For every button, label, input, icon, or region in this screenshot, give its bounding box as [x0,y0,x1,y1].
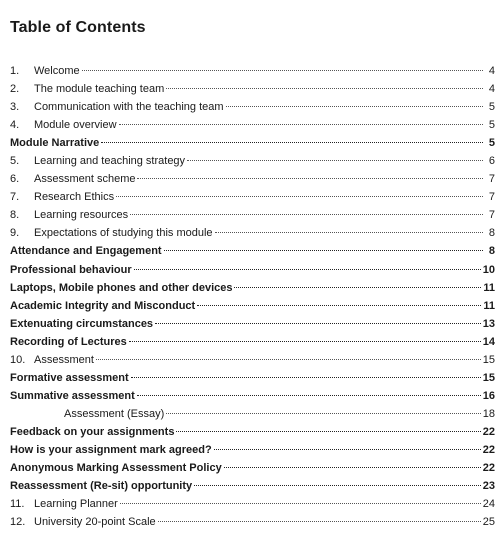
toc-entry[interactable] [10,188,495,206]
toc-entry[interactable] [10,495,495,513]
toc-entry-page-number: 15 [482,353,495,366]
toc-entry-label: Extenuating circumstances [10,317,154,330]
toc-entry-page-number: 25 [482,516,495,529]
toc-entry-page-number: 5 [488,137,495,150]
dot-leader [120,503,481,504]
dot-leader [96,359,481,360]
dot-leader [134,269,481,270]
toc-entry-label: Expectations of studying this module [34,227,213,240]
toc-entry-page-number: 7 [488,209,495,222]
toc-entry-label: Assessment [34,353,94,366]
dot-leader [116,196,483,197]
toc-entry[interactable] [10,513,495,531]
toc-entry-page-number: 4 [488,83,495,96]
toc-entry-number: 12. [10,516,26,529]
toc-entry-page-number: 8 [488,245,495,258]
toc-entry-label: Summative assessment [10,389,135,402]
toc-entry-label: Module Narrative [10,137,100,150]
toc-entry[interactable] [10,242,495,260]
toc-entry[interactable] [10,261,495,279]
dot-leader [176,431,480,432]
dot-leader [166,413,481,414]
toc-entry-page-number: 24 [482,498,495,511]
toc-entry[interactable] [10,405,495,423]
toc-entry-label: Laptops, Mobile phones and other devices [10,281,233,294]
toc-entry[interactable] [10,116,495,134]
toc-entry-number: 10. [10,353,26,366]
dot-leader [214,449,481,450]
dot-leader [194,485,481,486]
toc-entry-label: Assessment (Essay) [64,407,165,420]
dot-leader [166,88,483,89]
toc-entry-number: 7. [10,191,20,204]
toc-entry-number: 1. [10,65,20,77]
dot-leader [130,214,483,215]
toc-entry-number: 9. [10,227,20,240]
dot-leader [137,178,483,179]
toc-entry-label: Learning Planner [34,498,118,511]
toc-entry[interactable] [10,279,495,297]
toc-title: Table of Contents [10,19,146,36]
toc-entry[interactable] [10,62,495,80]
toc-entry-page-number: 11 [483,281,495,294]
toc-entry-page-number: 10 [482,263,495,276]
toc-entry[interactable] [10,152,495,170]
dot-leader [101,142,483,143]
dot-leader [82,70,483,71]
toc-entry-page-number: 18 [482,407,495,420]
toc-entry-label: Feedback on your assignments [10,425,175,438]
toc-entry[interactable] [10,477,495,495]
toc-entry-page-number: 7 [488,191,495,204]
toc-entry-page-number: 6 [488,155,495,168]
toc-entry[interactable] [10,315,495,333]
toc-entry-label: Reassessment (Re-sit) opportunity [10,480,193,493]
dot-leader [226,106,483,107]
toc-entry-page-number: 5 [488,119,495,132]
dot-leader [131,377,481,378]
toc-entry-label: Module overview [34,119,117,132]
dot-leader [137,395,481,396]
toc-entry-number: 6. [10,173,20,186]
toc-entry-label: Formative assessment [10,371,129,384]
toc-entry-number: 8. [10,209,20,222]
toc-entry-label: Learning resources [34,209,129,222]
toc-entry-label: University 20-point Scale [34,516,156,529]
toc-entry[interactable] [10,98,495,116]
toc-entry-page-number: 22 [482,443,495,456]
toc-entry-label: How is your assignment mark agreed? [10,443,212,456]
dot-leader [224,467,481,468]
toc-entry[interactable] [10,423,495,441]
toc-entry[interactable] [10,206,495,224]
toc-entry-label: Research Ethics [34,191,115,204]
dot-leader [119,124,483,125]
toc-entry-number: 4. [10,119,20,132]
dot-leader [158,521,481,522]
dot-leader [215,232,483,233]
toc-entry[interactable] [10,224,495,242]
toc-entry-page-number: 22 [482,425,495,438]
toc-entry-label: Recording of Lectures [10,335,127,348]
toc-entry-number: 5. [10,155,20,168]
toc-entry-page-number: 22 [482,462,495,475]
toc-entry-page-number: 15 [482,371,495,384]
toc-entry[interactable] [10,170,495,188]
toc-entry-page-number: 14 [482,335,495,348]
dot-leader [129,341,481,342]
toc-entry-number: 11. [10,498,25,511]
toc-entry[interactable] [10,80,495,98]
toc-entry[interactable] [10,351,495,369]
toc-entry-page-number: 5 [488,101,495,114]
toc-entry-page-number: 7 [488,173,495,186]
toc-entry-label: Communication with the teaching team [34,101,224,114]
toc-list [10,62,495,531]
toc-entry-label: Professional behaviour [10,263,132,276]
toc-entry-number: 2. [10,83,20,96]
toc-entry-page-number: 11 [483,299,495,312]
toc-entry-page-number: 23 [482,480,495,493]
toc-entry[interactable] [10,297,495,315]
toc-entry-label: Anonymous Marking Assessment Policy [10,462,222,475]
toc-entry[interactable] [10,333,495,351]
toc-entry-label: The module teaching team [34,83,165,96]
toc-entry-label: Academic Integrity and Misconduct [10,299,196,312]
dot-leader [155,323,481,324]
toc-entry-number: 3. [10,101,20,114]
dot-leader [164,250,483,251]
toc-entry[interactable] [10,387,495,405]
toc-entry[interactable] [10,459,495,477]
toc-entry-label: Assessment scheme [34,173,136,186]
toc-entry[interactable] [10,134,495,152]
dot-leader [197,305,481,306]
toc-entry-page-number: 4 [488,65,495,77]
toc-entry-label: Learning and teaching strategy [34,155,186,168]
toc-entry[interactable] [10,441,495,459]
toc-entry-page-number: 16 [482,389,495,402]
toc-entry-page-number: 13 [482,317,495,330]
toc-entry[interactable] [10,369,495,387]
toc-entry-label: Welcome [34,65,80,77]
dot-leader [234,287,481,288]
dot-leader [187,160,483,161]
toc-entry-label: Attendance and Engagement [10,245,162,258]
toc-entry-page-number: 8 [488,227,495,240]
